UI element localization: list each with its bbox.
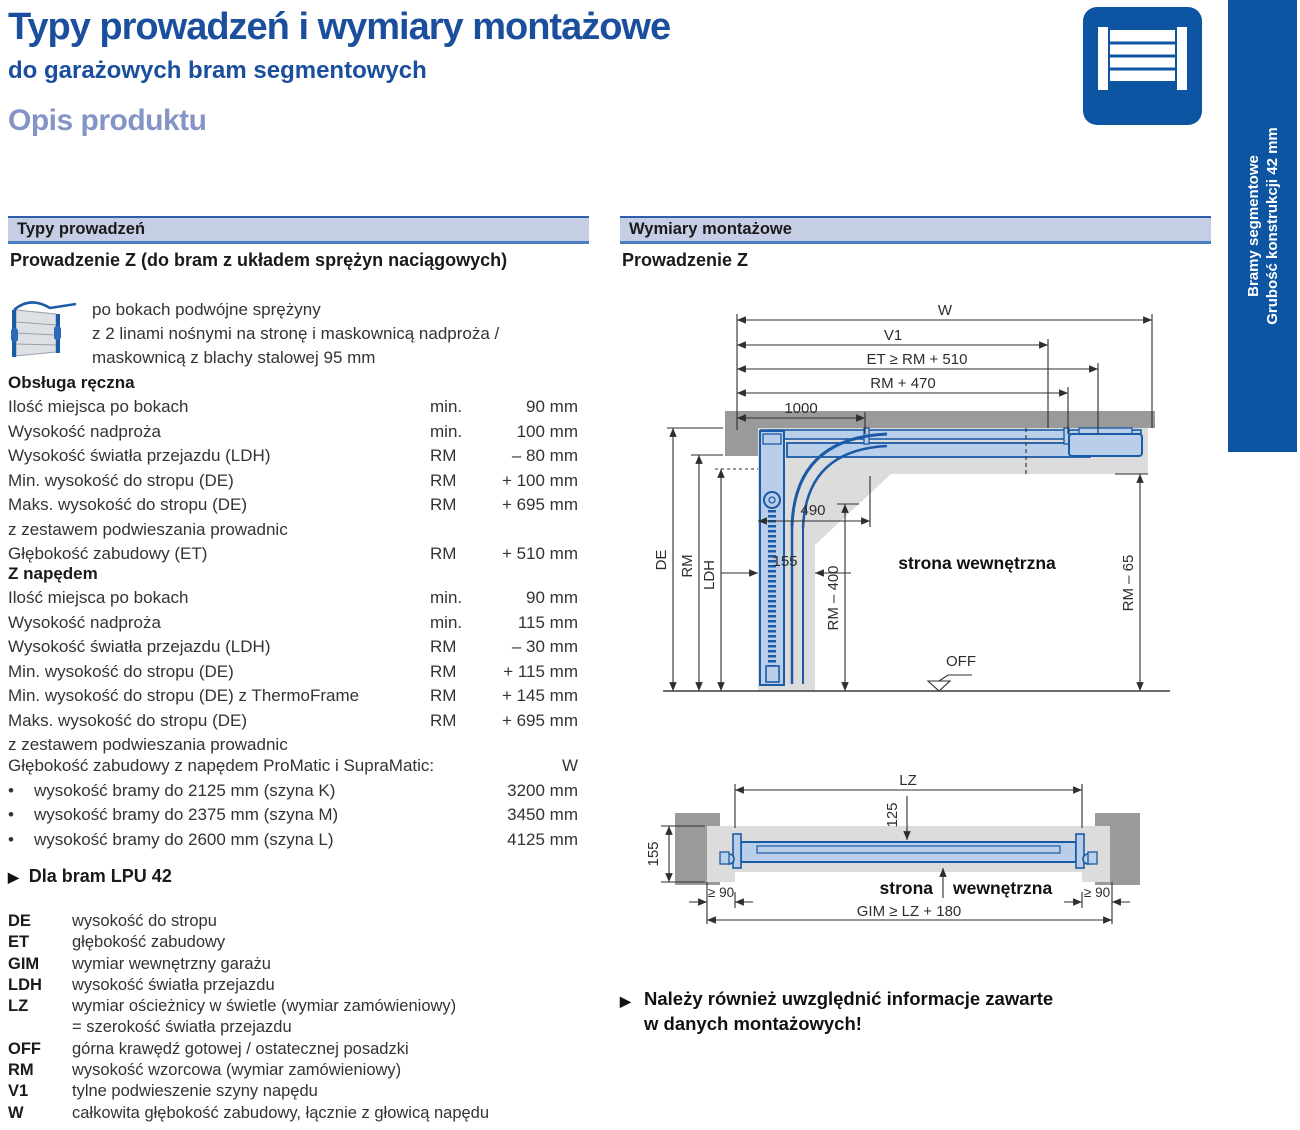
dim-w-label: W (937, 302, 953, 319)
table-row: Wysokość światła przejazdu (LDH) RM – 80 mm (8, 446, 578, 465)
section-bar-left: Typy prowadzeń (8, 216, 589, 244)
legend-row: W całkowita głębokość zabudowy, łącznie z głowicą napędu (8, 1103, 490, 1122)
depth-header-row: Głębokość zabudowy z napędem ProMatic i SupraMatic: W (8, 756, 578, 775)
side-tab (1228, 0, 1297, 452)
table-row: Min. wysokość do stropu (DE) z ThermoFrame RM + 145 mm (8, 686, 578, 705)
table-row: Maks. wysokość do stropu (DE) RM + 695 mm (8, 495, 578, 514)
inner-side-label: strona wewnętrzna (898, 553, 1056, 573)
intro-line: po bokach podwójne sprężyny (92, 300, 321, 319)
inner-side-label-right: wewnętrzna (953, 878, 1053, 898)
dim-155-label: 155 (772, 553, 798, 570)
right-heading: Prowadzenie Z (622, 250, 749, 270)
table-row: Wysokość światła przejazdu (LDH) RM – 30 mm (8, 637, 578, 656)
bullet-icon: • (8, 829, 14, 849)
dim-et-label: ET ≥ RM + 510 (866, 351, 968, 368)
side-tab-line2: Grubość konstrukcji 42 mm (1264, 127, 1281, 325)
dim-490-label: 490 (800, 502, 826, 519)
table-row: Wysokość nadproża min. 100 mm (8, 421, 578, 441)
intro-line: z 2 linami nośnymi na stronę i maskownicą nadproża / (92, 324, 500, 343)
table-row: Głębokość zabudowy (ET) RM + 510 mm (8, 544, 578, 563)
page-title: Typy prowadzeń i wymiary montażowe (8, 6, 671, 48)
off-label: OFF (946, 653, 976, 670)
drive-head (1069, 428, 1142, 456)
bullet-icon: • (8, 780, 14, 800)
pointer-icon: ▶ (8, 869, 19, 885)
side-tab-line1: Bramy segmentowe (1245, 155, 1262, 297)
powered-title: Z napędem (8, 564, 98, 583)
drive-depth-block (8, 756, 578, 854)
dim-ldh-label: LDH (701, 559, 718, 591)
for-doors-heading: ▶ Dla bram LPU 42 (8, 866, 172, 886)
dimension-lines (667, 314, 1152, 691)
legend-row: OFF górna krawędź gotowej / ostatecznej posadzki (8, 1039, 409, 1058)
legend-row: LDH wysokość światła przejazdu (8, 975, 275, 994)
legend-row: DE wysokość do stropu (8, 912, 217, 930)
manual-title: Obsługa ręczna (8, 373, 135, 392)
bullet-icon: • (8, 805, 14, 825)
pointer-icon: ▶ (620, 993, 631, 1009)
table-row: Ilość miejsca po bokach min. 90 mm (8, 397, 578, 416)
dim-rm470-label: RM + 470 (870, 375, 936, 392)
sectional-door-icon (1083, 7, 1202, 125)
table-row: Wysokość nadproża min. 115 mm (8, 612, 578, 632)
installation-note (620, 986, 1053, 1036)
dim-155-label: 155 (645, 841, 662, 867)
table-row: Min. wysokość do stropu (DE) RM + 115 mm (8, 661, 578, 681)
list-item: • wysokość bramy do 2125 mm (szyna K) 3200 mm (8, 780, 578, 800)
legend-row: GIM wymiar wewnętrzny garażu (8, 954, 271, 973)
powered-spec-table (8, 588, 578, 760)
left-heading: Prowadzenie Z (do bram z układem sprężyn naciągowych) (10, 250, 508, 270)
note-line: Należy również uwzględnić informacje zawarte (644, 988, 1054, 1009)
dim-ge90-right-label: ≥ 90 (1083, 885, 1111, 900)
legend-row: ET głębokość zabudowy (8, 933, 226, 952)
legend-row: V1 tylne podwieszenie szyny napędu (8, 1082, 318, 1101)
table-row: Ilość miejsca po bokach min. 90 mm (8, 588, 578, 607)
dim-lz-label: LZ (899, 772, 917, 789)
table-row: Maks. wysokość do stropu (DE) RM + 695 mm (8, 710, 578, 730)
table-row: z zestawem podwieszania prowadnic (8, 735, 288, 754)
intro-line: maskownicą z blachy stalowej 95 mm (92, 348, 376, 367)
note-line: w danych montażowych! (644, 1013, 862, 1034)
intro-text (92, 298, 499, 370)
diagram-horizontal-section (645, 768, 1210, 933)
table-row: Min. wysokość do stropu (DE) RM + 100 mm (8, 470, 578, 490)
dim-1000-label: 1000 (784, 400, 818, 417)
section-title: Opis produktu (8, 104, 207, 137)
page-subtitle: do garażowych bram segmentowych (8, 57, 427, 84)
dim-de-label: DE (653, 549, 670, 571)
list-item: • wysokość bramy do 2600 mm (szyna L) 4125 mm (8, 829, 578, 849)
dim-rm-label: RM (679, 554, 696, 578)
dim-ge90-left-label: ≥ 90 (707, 885, 735, 900)
inner-side-label-left: strona (879, 878, 933, 898)
list-item: • wysokość bramy do 2375 mm (szyna M) 3450 mm (8, 805, 578, 825)
dim-rm65-label: RM – 65 (1120, 554, 1137, 612)
dim-gim-label: GIM ≥ LZ + 180 (856, 903, 962, 920)
dim-125-label: 125 (884, 802, 901, 828)
diagram-vertical-section (645, 298, 1205, 726)
legend-row: RM wysokość wzorcowa (wymiar zamówieniowy) (8, 1061, 402, 1080)
manual-spec-table (8, 397, 578, 569)
door-pictogram-icon (8, 296, 80, 366)
table-row: z zestawem podwieszania prowadnic (8, 519, 288, 539)
side-tab-text (1244, 0, 1282, 452)
abbreviation-legend (8, 911, 588, 1124)
legend-row: LZ wymiar ościeżnicy w świetle (wymiar zamówieniowy) = szerokość światła przejazdu (8, 997, 457, 1037)
section-bar-right: Wymiary montażowe (620, 216, 1211, 244)
dim-v1-label: V1 (883, 327, 903, 344)
dim-rm400-label: RM – 400 (825, 565, 842, 631)
